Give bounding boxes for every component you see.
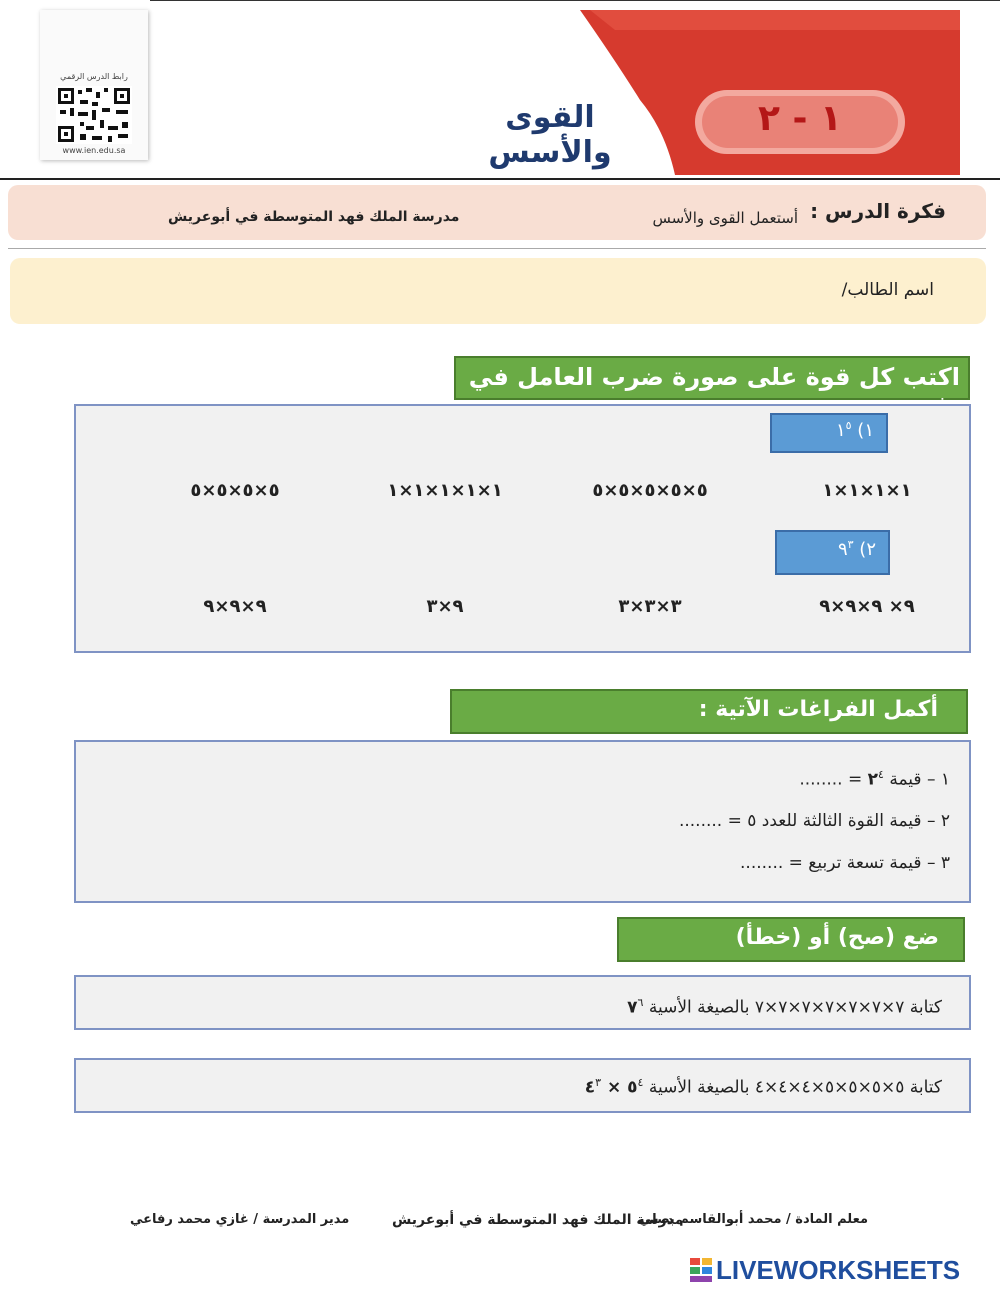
school-name: مدرسة الملك فهد المتوسطة في أبوعريش <box>168 209 460 225</box>
fill-item-1-exp: ٤ <box>878 768 884 781</box>
statement-2-tail-exp: ٣ <box>595 1076 602 1089</box>
qr-caption: رابط الدرس الرقمي <box>60 72 128 81</box>
question-2-number: ٢) <box>859 539 876 560</box>
qr-url: www.ien.edu.sa <box>62 146 126 155</box>
statement-1 <box>342 996 942 1018</box>
q1-option-2[interactable]: ٥×٥×٥×٥×٥ <box>592 480 708 501</box>
top-border-line <box>150 0 1000 1</box>
section2-title: أكمل الفراغات الآتية : <box>450 689 968 734</box>
statement-1-base: ٧ <box>627 997 638 1018</box>
statement-1-exp: ٦ <box>637 996 644 1009</box>
footer-principal: مدير المدرسة / غازي محمد رفاعي <box>130 1212 350 1227</box>
statement-2-tail-base: × ٤ <box>584 1077 628 1098</box>
q2-option-2[interactable]: ٣×٣×٣ <box>618 596 682 617</box>
fill-item-3[interactable]: ٣ – قيمة تسعة تربيع = ........ <box>740 853 950 873</box>
q2-option-4[interactable]: ٩×٩×٩ <box>203 596 267 617</box>
fill-item-1-prefix: ١ – قيمة <box>883 769 950 790</box>
statement-1-text: كتابة ٧×٧×٧×٧×٧×٧×٧ بالصيغة الأسية <box>643 997 942 1018</box>
question-1-number: ١) <box>857 420 874 441</box>
qr-code-card[interactable] <box>40 10 148 160</box>
fill-item-1-suffix: = ........ <box>799 769 868 790</box>
question-1-base: ١ <box>835 420 846 441</box>
qr-code-icon <box>56 86 132 144</box>
student-name-label: اسم الطالب/ <box>841 280 934 300</box>
lesson-idea-text: أستعمل القوى والأسس <box>652 209 798 227</box>
liveworksheets-name: LIVEWORKSHEETS <box>716 1255 961 1285</box>
question-1-exp: ٥ <box>845 419 852 432</box>
lesson-title: القوى والأسس <box>488 100 612 170</box>
fill-item-1-base: ٢ <box>867 769 879 790</box>
divider <box>8 248 986 249</box>
q1-option-4[interactable]: ٥×٥×٥×٥ <box>190 480 280 501</box>
section1-title: اكتب كل قوة على صورة ضرب العامل في <box>454 356 970 400</box>
statement-2 <box>342 1076 942 1098</box>
question-2-base: ٩ <box>837 539 848 560</box>
question-2-exp: ٣ <box>847 538 854 551</box>
lesson-idea-label: فكرة الدرس : <box>810 199 946 223</box>
q1-option-1[interactable]: ١×١×١×١ <box>822 480 912 501</box>
section3-title: ضع (صح) أو (خطأ) <box>617 917 965 962</box>
statement-2-base: ٥ <box>627 1077 638 1098</box>
question-1-label <box>770 413 888 453</box>
header-divider <box>0 178 1000 180</box>
student-name-bar[interactable] <box>10 258 986 324</box>
footer-teacher: معلم المادة / محمد أبوالقاسم بصلي <box>638 1212 868 1227</box>
footer-school: مدرسة الملك فهد المتوسطة في أبوعريش <box>392 1212 684 1228</box>
liveworksheets-logo-icon <box>690 1258 712 1282</box>
lesson-idea-bar <box>8 185 986 240</box>
q2-option-1[interactable]: ٩× ٩×٩×٩ <box>819 596 915 617</box>
lesson-number: ١ - ٢ <box>758 98 842 139</box>
q2-option-3[interactable]: ٩×٣ <box>426 596 464 617</box>
statement-2-exp: ٤ <box>637 1076 644 1089</box>
q1-option-3[interactable]: ١×١×١×١×١ <box>387 480 503 501</box>
question-2-label <box>775 530 890 575</box>
statement-2-text: كتابة ٥×٥×٥×٥×٤×٤×٤ بالصيغة الأسية <box>643 1077 942 1098</box>
fill-item-1[interactable] <box>350 768 950 790</box>
fill-item-2[interactable]: ٢ – قيمة القوة الثالثة للعدد ٥ = ........ <box>678 811 950 831</box>
